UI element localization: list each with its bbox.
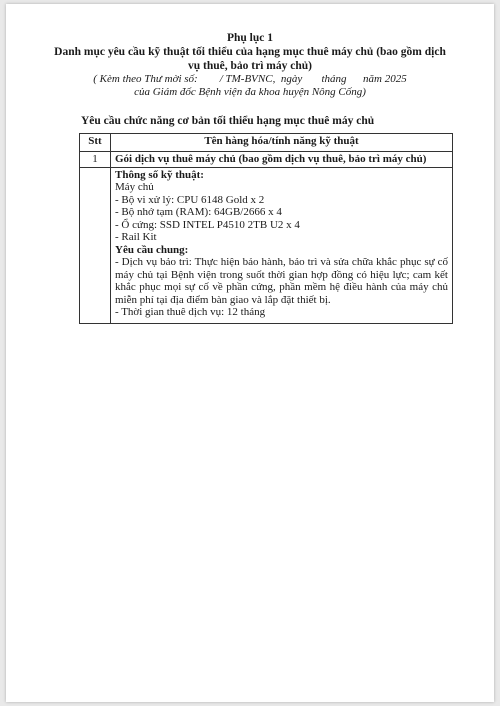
requirements-table — [79, 133, 453, 324]
document-page — [6, 4, 494, 702]
maintenance-text: - Dịch vụ bảo trì: Thực hiện bảo hành, bảo trì và sửa chữa khắc phục sự cố máy chủ tại Bệnh viện trong suốt thời gian hợp đồng có hiệu lực; cam kết khắc phục mọi sự cố về phần cứng, phần mềm hệ điều hành của máy chủ miễn phí tại địa điểm bàn giao và lắp đặt thiết bị. — [115, 256, 448, 306]
table-row — [80, 152, 453, 168]
spec-railkit: - Rail Kit — [115, 231, 157, 243]
duration-text: - Thời gian thuê dịch vụ: 12 tháng — [115, 306, 266, 318]
document-header — [6, 31, 494, 99]
table-header-row — [80, 134, 453, 152]
appendix-title: Phụ lục 1 — [226, 32, 273, 44]
document-title-line2: vụ thuê, bảo trì máy chủ) — [188, 60, 312, 72]
details-stt-empty — [80, 167, 111, 323]
details-cell — [111, 167, 453, 323]
spec-disk: - Ổ cứng: SSD INTEL P4510 2TB U2 x 4 — [115, 218, 300, 231]
header-name: Tên hàng hóa/tính năng kỹ thuật — [111, 134, 453, 152]
row-name: Gói dịch vụ thuê máy chủ (bao gồm dịch vụ thuê, bảo trì máy chủ) — [111, 152, 453, 168]
spec-ram: - Bộ nhớ tạm (RAM): 64GB/2666 x 4 — [115, 206, 282, 218]
spec-cpu: - Bộ vi xử lý: CPU 6148 Gold x 2 — [115, 193, 265, 206]
document-title-line1: Danh mục yêu cầu kỹ thuật tối thiểu của hạng mục thuê máy chủ (bao gồm dịch — [54, 46, 446, 58]
general-title: Yêu cầu chung: — [115, 243, 189, 256]
device-name: Máy chủ — [115, 181, 154, 193]
row-stt: 1 — [80, 152, 111, 168]
reference-line1: ( Kèm theo Thư mời số: / TM-BVNC, ngày tháng năm 2025 — [93, 73, 407, 85]
reference-line2: của Giám đốc Bệnh viện đa khoa huyện Nông Cống) — [134, 86, 366, 98]
spec-title: Thông số kỹ thuật: — [115, 168, 204, 181]
section-title: Yêu cầu chức năng cơ bản tối thiểu hạng mục thuê máy chủ — [81, 115, 375, 127]
header-stt: Stt — [80, 134, 111, 152]
table-row-details — [80, 167, 453, 323]
